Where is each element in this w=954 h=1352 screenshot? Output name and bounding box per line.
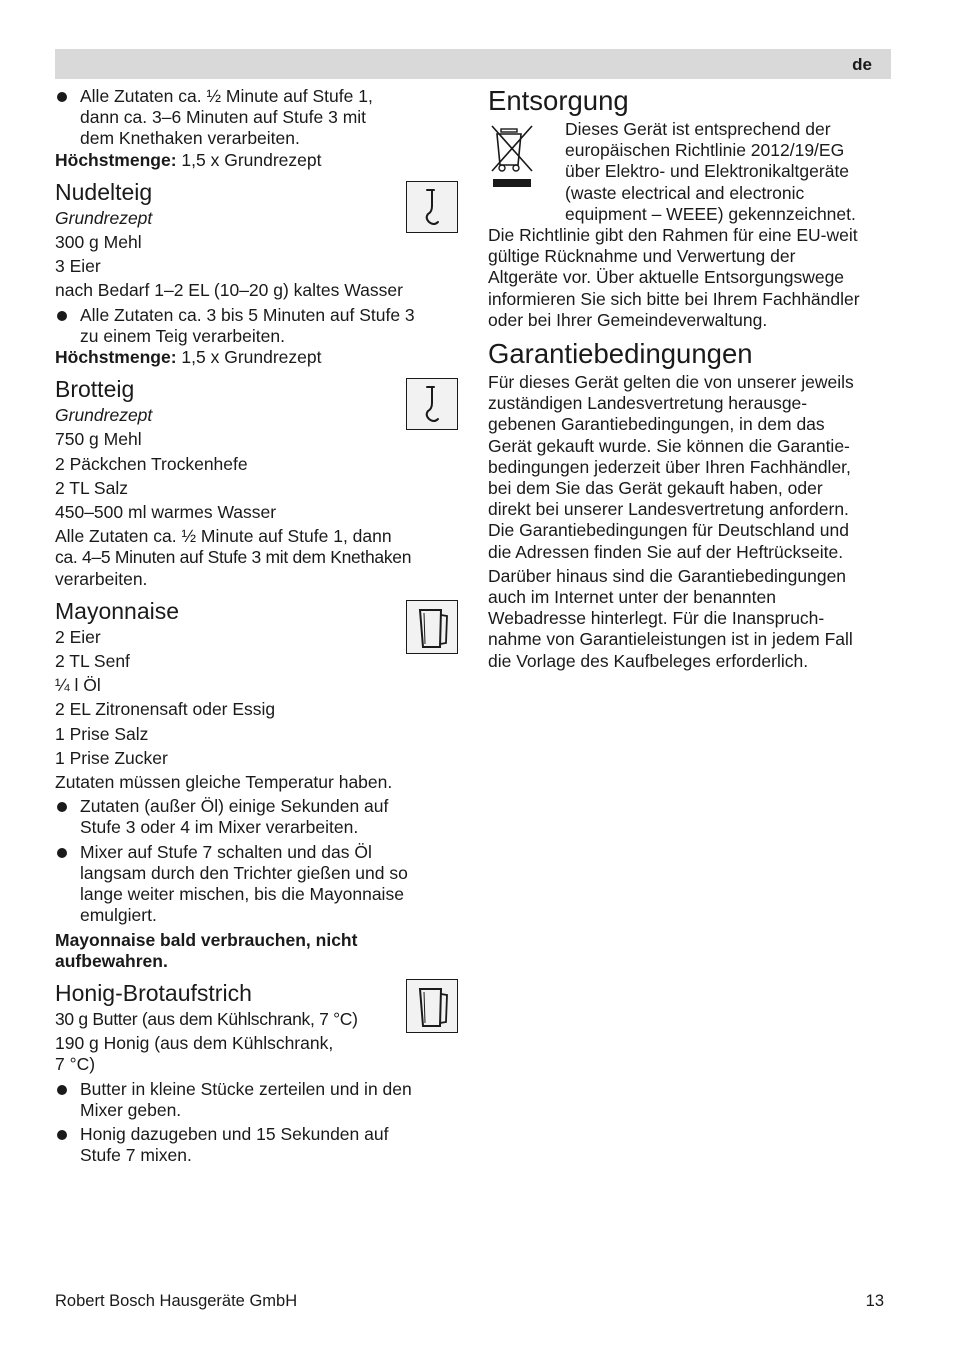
text-line: ca. 4–5 Minuten auf Stufe 3 mit dem Knethaken: [55, 547, 412, 568]
text-line: die Adressen finden Sie auf der Heftrückseite.: [488, 541, 844, 562]
mayonnaise-note: [55, 930, 460, 972]
text-line: (waste electrical and electronic: [565, 182, 805, 203]
step-bullet: [55, 305, 460, 347]
text-line: Mixer auf Stufe 7 schalten und das Öl: [80, 841, 372, 862]
text-line: Darüber hinaus sind die Garantiebedingungen: [488, 565, 847, 586]
garantie-paragraph-1: [488, 372, 890, 563]
text-line: über Elektro- und Elektronikaltgeräte: [565, 161, 850, 182]
text-line: Alle Zutaten ca. ½ Minute auf Stufe 1, dann: [55, 526, 392, 547]
text-line: auch im Internet unter der benannten: [488, 587, 776, 608]
text-line: Die Richtlinie gibt den Rahmen für eine EU-weit: [488, 225, 858, 246]
max-amount: [55, 347, 460, 368]
ingredient: nach Bedarf 1–2 EL (10–20 g) kaltes Wasser: [55, 280, 403, 301]
text-line: aufbewahren.: [55, 950, 168, 971]
ingredient: 2 TL Salz: [55, 477, 128, 498]
step-bullet: [55, 1079, 460, 1121]
text-line: Altgeräte vor. Über aktuelle Entsorgungswege: [488, 267, 845, 288]
text-line: verarbeiten.: [55, 568, 148, 589]
text-line: Die Garantiebedingungen für Deutschland und: [488, 520, 849, 541]
blender-jug-icon: [406, 600, 458, 654]
kneading-hook-icon: [406, 378, 458, 430]
text-line: direkt bei unserer Landesvertretung anfordern.: [488, 499, 849, 520]
ingredient: 7 °C): [55, 1054, 96, 1075]
ingredient: ¼ l Öl: [55, 675, 101, 696]
ingredient: 2 Eier: [55, 626, 101, 647]
text-line: lange weiter mischen, bis die Mayonnaise: [80, 884, 404, 905]
text-line: nahme von Garantieleistungen ist in jedem Fall: [488, 629, 853, 650]
max-label: Höchstmenge:: [55, 347, 177, 368]
text-line: dann ca. 3–6 Minuten auf Stufe 3 mit: [80, 107, 367, 128]
text-line: informieren Sie sich bitte bei Ihrem Fachhändler: [488, 288, 860, 309]
page-number: 13: [865, 1292, 884, 1310]
right-column: [488, 86, 890, 672]
text-line: Mayonnaise bald verbrauchen, nicht: [55, 929, 358, 950]
garantie-section: [488, 339, 890, 672]
text-line: equipment – WEEE) gekennzeichnet.: [565, 203, 856, 224]
max-value: 1,5 x Grundrezept: [176, 149, 322, 170]
text-line: Gerät gekauft wurde. Sie können die Garantie-: [488, 435, 850, 456]
section-title: Brotteig: [55, 376, 135, 403]
text-line: Dieses Gerät ist entsprechend der: [565, 119, 831, 139]
ingredient: 2 TL Senf: [55, 651, 130, 672]
ingredient: 30 g Butter (aus dem Kühlschrank, 7 °C): [55, 1008, 358, 1029]
text-line: Stufe 3 oder 4 im Mixer verarbeiten.: [80, 817, 359, 838]
text-line: bedingungen jederzeit über Ihren Fachhändler,: [488, 456, 851, 477]
ingredient: 1 Prise Zucker: [55, 747, 168, 768]
honig-section: [55, 980, 460, 1166]
text-line: Butter in kleine Stücke zerteilen und in den: [80, 1078, 412, 1099]
text-line: europäischen Richtlinie 2012/19/EG: [565, 140, 845, 161]
text-line: langsam durch den Trichter gießen und so: [80, 862, 408, 883]
text-line: Alle Zutaten ca. ½ Minute auf Stufe 1,: [80, 86, 373, 106]
left-column: [55, 86, 460, 1166]
section-title: Garantiebedingungen: [488, 338, 753, 370]
ingredient: 2 Päckchen Trockenhefe: [55, 453, 248, 474]
text-line: Alle Zutaten ca. 3 bis 5 Minuten auf Stufe 3: [80, 304, 415, 325]
crossed-bin-icon: [488, 123, 536, 189]
ingredient: 300 g Mehl: [55, 232, 142, 253]
garantie-paragraph-2: [488, 566, 890, 672]
intro-section: [55, 86, 460, 171]
text-line: gebenen Garantiebedingungen, in dem das: [488, 414, 825, 435]
weee-block: [488, 119, 890, 225]
step-bullet: [55, 796, 460, 838]
text-line: Webadresse hinterlegt. Für die Inanspruch-: [488, 608, 825, 629]
text-line: Mixer geben.: [80, 1099, 182, 1120]
nudelteig-section: [55, 179, 460, 368]
max-value: 1,5 x Grundrezept: [176, 347, 322, 368]
ingredient: 450–500 ml warmes Wasser: [55, 502, 277, 523]
text-line: bei dem Sie das Gerät gekauft haben, oder: [488, 478, 823, 499]
section-title: Mayonnaise: [55, 597, 180, 624]
recipe-subtitle: Grundrezept: [55, 405, 153, 426]
ingredient: 750 g Mehl: [55, 429, 142, 450]
text-line: gültige Rücknahme und Verwertung der: [488, 246, 796, 267]
footer-company: Robert Bosch Hausgeräte GmbH: [55, 1292, 298, 1310]
max-amount: [55, 150, 460, 171]
text-line: Zutaten müssen gleiche Temperatur haben.: [55, 772, 393, 793]
text-line: emulgiert.: [80, 905, 157, 926]
text-line: zu einem Teig verarbeiten.: [80, 325, 285, 346]
step-bullet: [55, 842, 460, 927]
kneading-hook-icon: [406, 181, 458, 233]
max-label: Höchstmenge:: [55, 149, 177, 170]
header-bar: [55, 49, 891, 79]
step-bullet: [55, 1124, 460, 1166]
language-code: de: [852, 55, 872, 74]
recipe-subtitle: Grundrezept: [55, 207, 153, 228]
text-line: dem Knethaken verarbeiten.: [80, 128, 300, 149]
text-line: Zutaten (außer Öl) einige Sekunden auf: [80, 796, 389, 817]
ingredient: 3 Eier: [55, 256, 101, 277]
ingredient: 1 Prise Salz: [55, 723, 149, 744]
text-line: Honig dazugeben und 15 Sekunden auf: [80, 1123, 389, 1144]
brotteig-section: [55, 376, 460, 590]
text-line: Für dieses Gerät gelten die von unserer jeweils: [488, 372, 854, 393]
mayonnaise-section: [55, 598, 460, 972]
text-line: oder bei Ihrer Gemeindeverwaltung.: [488, 309, 768, 330]
text-line: zuständigen Landesvertretung herausge-: [488, 393, 808, 414]
text-line: die Vorlage des Kaufbeleges erforderlich.: [488, 650, 809, 671]
section-title: Honig-Brotaufstrich: [55, 979, 252, 1006]
text-line: Stufe 7 mixen.: [80, 1145, 192, 1166]
section-title: Entsorgung: [488, 85, 629, 116]
intro-bullet: [55, 86, 460, 150]
ingredient: 2 EL Zitronensaft oder Essig: [55, 699, 276, 720]
ingredient: 190 g Honig (aus dem Kühlschrank,: [55, 1033, 334, 1054]
blender-jug-icon: [406, 979, 458, 1033]
entsorgung-section: [488, 86, 890, 331]
section-title: Nudelteig: [55, 178, 153, 205]
